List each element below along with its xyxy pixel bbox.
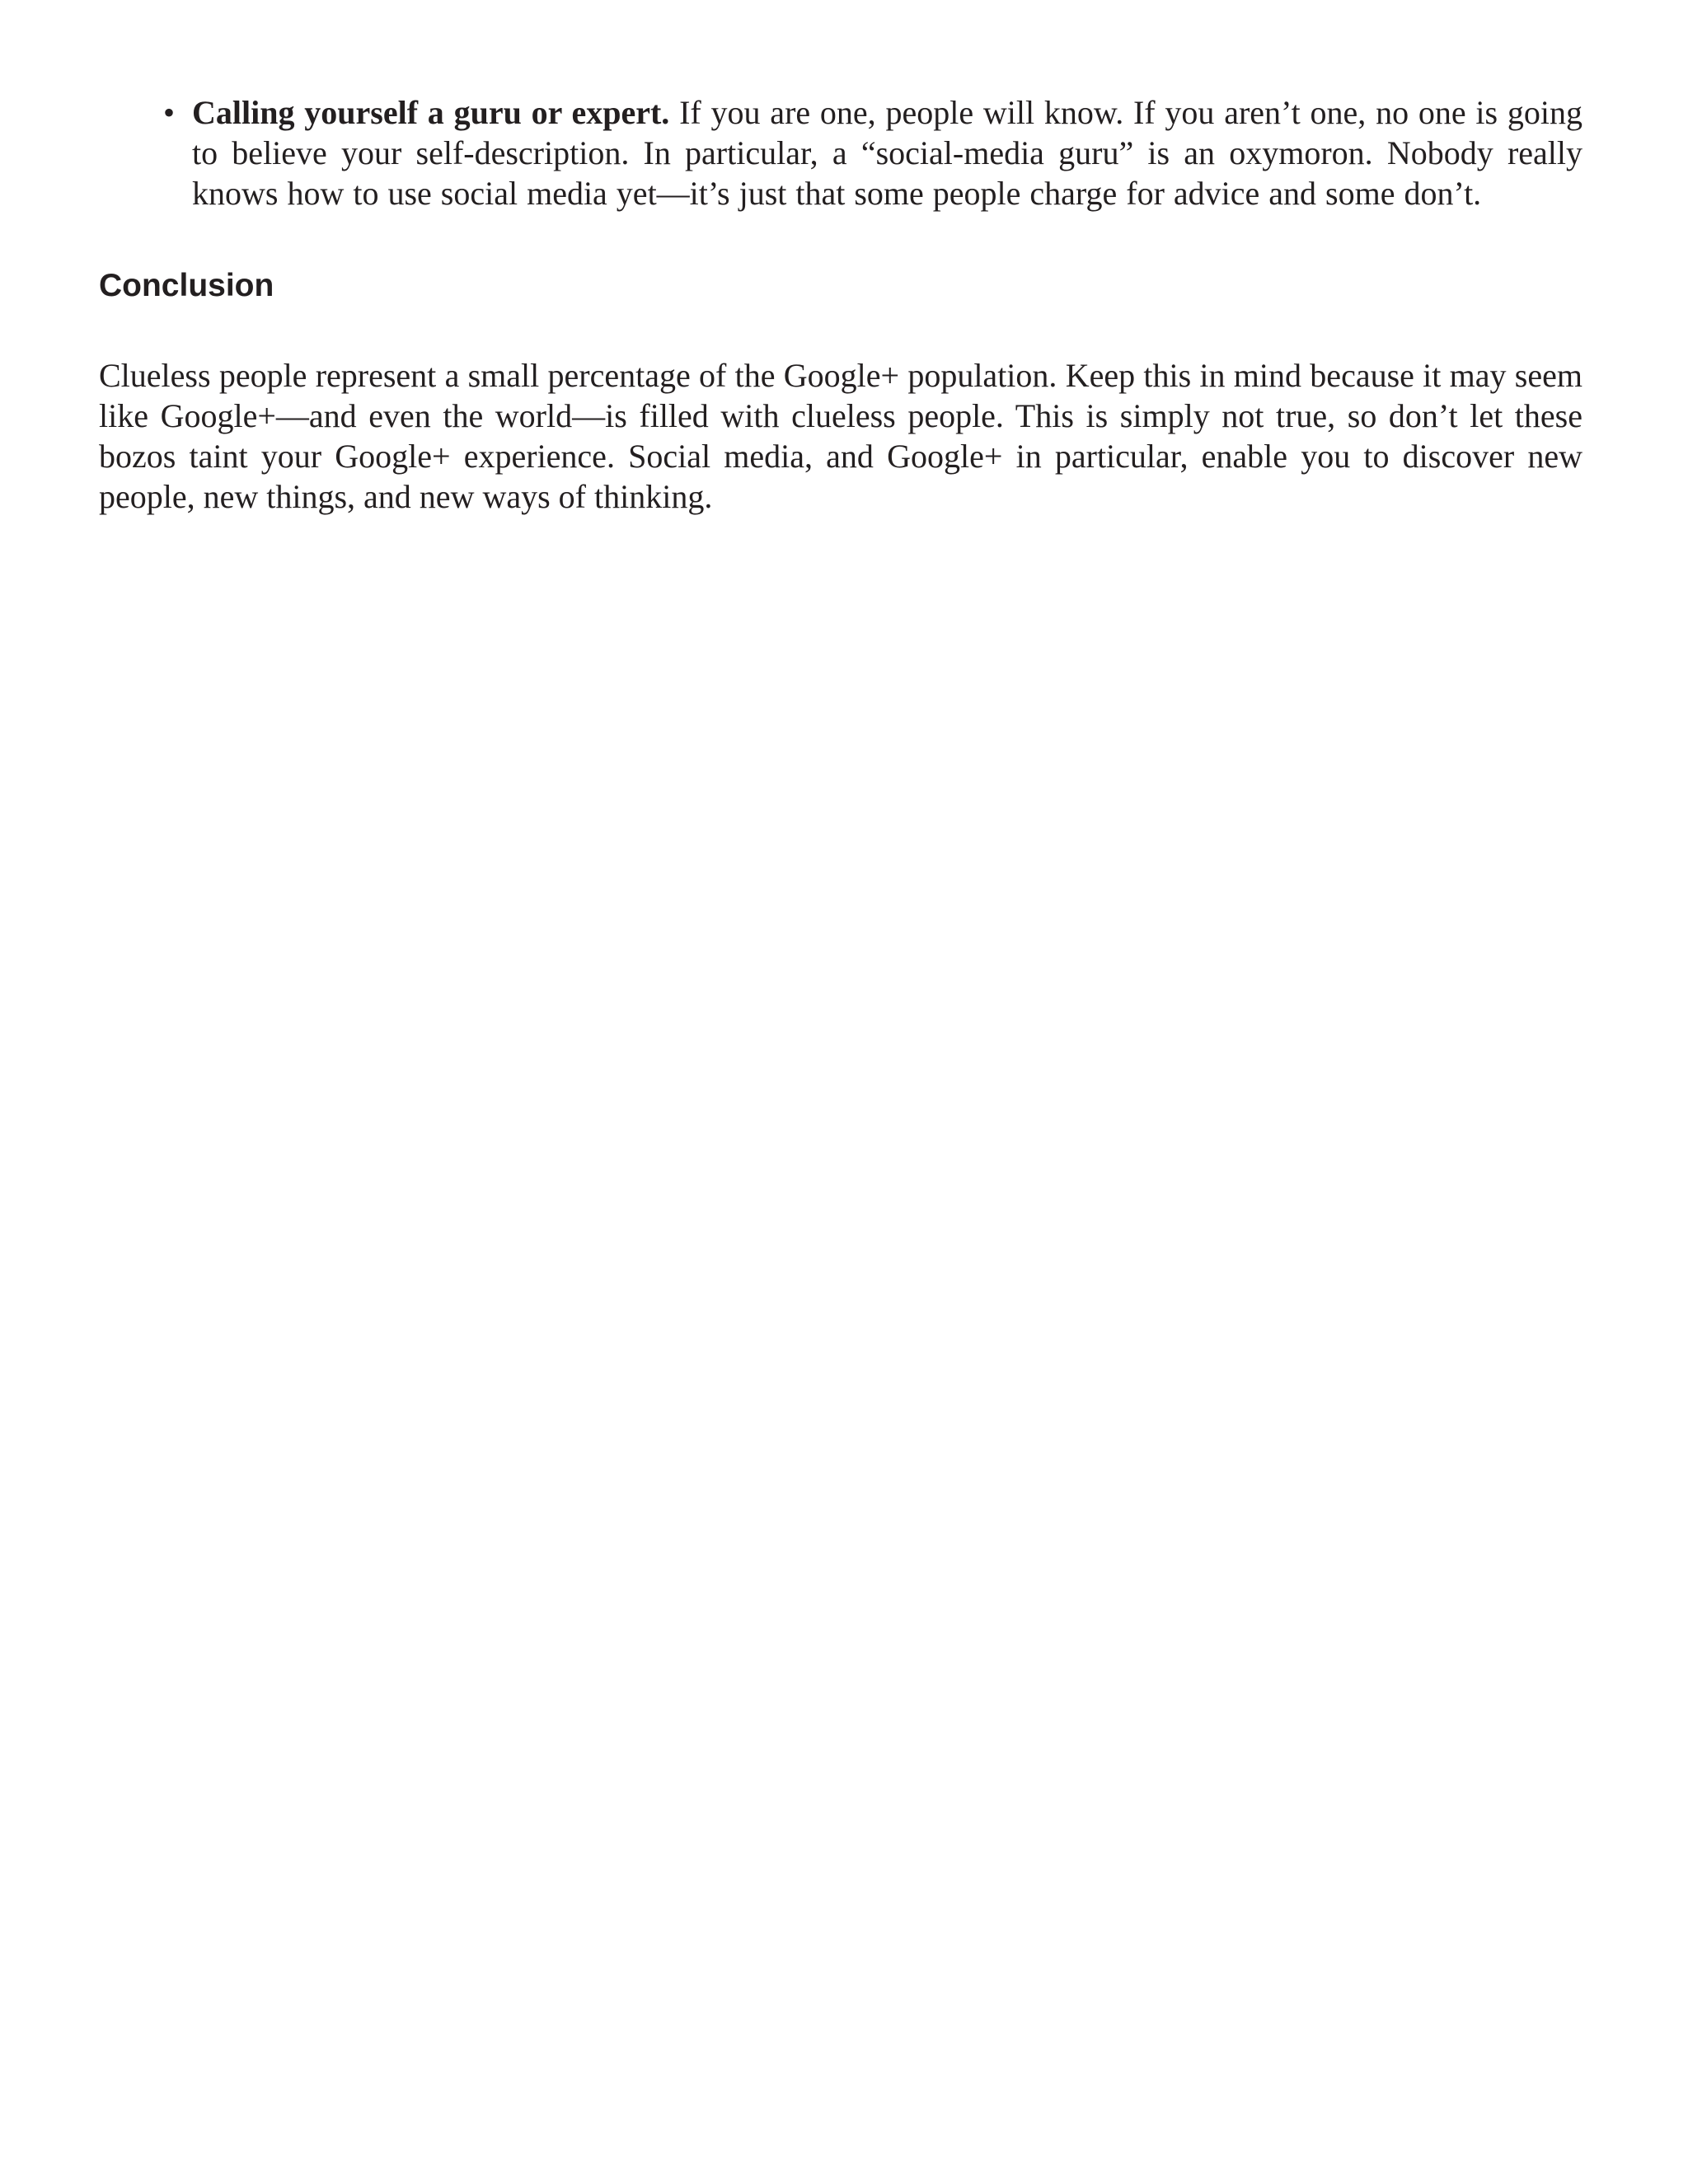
bullet-list (99, 92, 1582, 213)
bullet-lead-text: Calling yourself a guru or expert. (192, 94, 670, 131)
section-heading: Conclusion (99, 268, 274, 303)
bullet-marker: • (163, 94, 176, 131)
bullet-item (99, 92, 1582, 213)
conclusion-paragraph: Clueless people represent a small percentage of the Google+ population. Keep this in mind because it may seem like Google+—and even the world—is filled with clueless people. This is simply not true, so don’t let these bozos taint your Google+ experience. Social media, and Google+ in particular, enable you to discover new people, new things, and new ways of thinking. (99, 357, 1582, 515)
document-page (99, 92, 1582, 517)
bullet-body-text: If you are one, people will know. If you aren’t one, no one is going to believe your self-description. In particular, a “social-media guru” is an oxymoron. Nobody really knows how to use social media yet—it’s just that some people charge for advice and some don’t. (192, 94, 1582, 212)
